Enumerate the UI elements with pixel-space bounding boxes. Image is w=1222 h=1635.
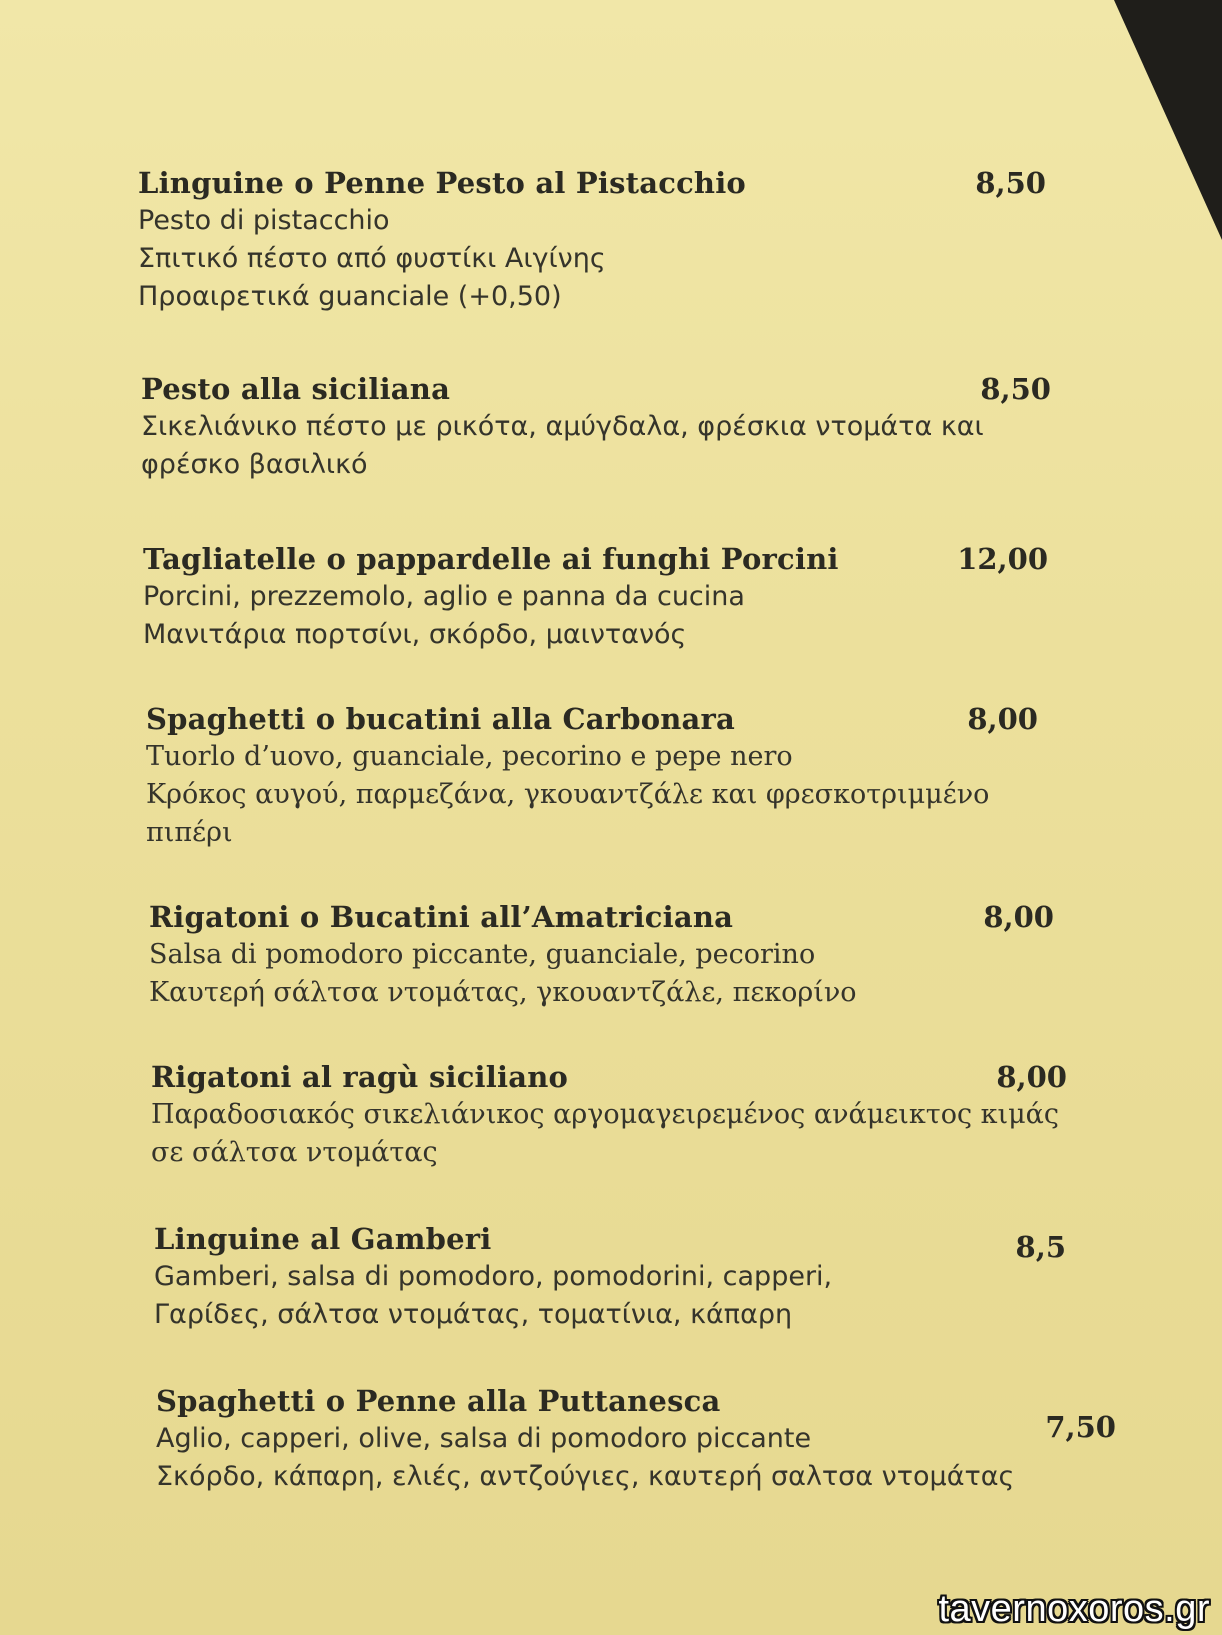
dish-description: Σπιτικό πέστο από φυστίκι Αιγίνης bbox=[138, 243, 606, 274]
dish-price: 8,50 bbox=[980, 372, 1051, 406]
menu-item bbox=[138, 166, 1098, 316]
menu-item bbox=[151, 1060, 1111, 1172]
dish-description: φρέσκο βασιλικό bbox=[141, 449, 368, 480]
dish-description: σε σάλτσα ντομάτας bbox=[151, 1137, 438, 1168]
dish-name: Linguine al Gamberi bbox=[154, 1222, 492, 1256]
dish-description: Gamberi, salsa di pomodoro, pomodorini, capperi, bbox=[154, 1261, 833, 1292]
dish-description: Pesto di pistacchio bbox=[138, 205, 390, 236]
dish-name: Rigatoni o Bucatini all’Amatriciana bbox=[149, 900, 734, 934]
dish-description: Προαιρετικά guanciale (+0,50) bbox=[138, 281, 562, 312]
dish-description: Παραδοσιακός σικελιάνικος αργομαγειρεμένος ανάμεικτος κιμάς bbox=[151, 1099, 1060, 1130]
dish-price: 8,5 bbox=[1015, 1230, 1066, 1264]
menu-item bbox=[156, 1384, 1156, 1496]
menu-item bbox=[149, 900, 1109, 1012]
dish-description: Γαρίδες, σάλτσα ντομάτας, τοματίνια, κάπαρη bbox=[154, 1299, 793, 1330]
dish-description: πιπέρι bbox=[146, 817, 233, 848]
dish-description: Κρόκος αυγού, παρμεζάνα, γκουαντζάλε και φρεσκοτριμμένο bbox=[146, 779, 990, 810]
menu-item bbox=[141, 372, 1101, 484]
dish-price: 7,50 bbox=[1045, 1410, 1116, 1444]
dish-name: Tagliatelle o pappardelle ai funghi Porcini bbox=[143, 542, 839, 576]
dish-price: 8,00 bbox=[983, 900, 1054, 934]
dish-price: 8,50 bbox=[975, 166, 1046, 200]
dish-name: Rigatoni al ragù siciliano bbox=[151, 1060, 569, 1094]
dish-name: Pesto alla siciliana bbox=[141, 372, 451, 406]
dish-description: Salsa di pomodoro piccante, guanciale, pecorino bbox=[149, 939, 816, 970]
dish-description: Aglio, capperi, olive, salsa di pomodoro piccante bbox=[156, 1423, 812, 1454]
dish-description: Σικελιάνικο πέστο με ρικότα, αμύγδαλα, φρέσκια ντομάτα και bbox=[141, 411, 984, 442]
dish-price: 12,00 bbox=[957, 542, 1048, 576]
menu-item bbox=[143, 542, 1103, 654]
dish-description: Μανιτάρια πορτσίνι, σκόρδο, μαιντανός bbox=[143, 619, 687, 650]
dish-price: 8,00 bbox=[996, 1060, 1067, 1094]
dish-description: Porcini, prezzemolo, aglio e panna da cucina bbox=[143, 581, 745, 612]
menu-item bbox=[154, 1222, 1114, 1334]
menu-item bbox=[146, 702, 1106, 852]
dish-name: Linguine o Penne Pesto al Pistacchio bbox=[138, 166, 746, 200]
dish-name: Spaghetti o Penne alla Puttanesca bbox=[156, 1384, 721, 1418]
dish-price: 8,00 bbox=[967, 702, 1038, 736]
dish-description: Tuorlo d’uovo, guanciale, pecorino e pepe nero bbox=[146, 741, 793, 772]
dish-description: Σκόρδο, κάπαρη, ελιές, αντζούγιες, καυτερή σαλτσα ντομάτας bbox=[156, 1461, 1015, 1492]
site-watermark: tavernoxoros.gr bbox=[938, 1588, 1210, 1630]
dish-description: Καυτερή σάλτσα ντομάτας, γκουαντζάλε, πεκορίνο bbox=[149, 977, 857, 1008]
dark-background-corner bbox=[1102, 0, 1222, 240]
dish-name: Spaghetti o bucatini alla Carbonara bbox=[146, 702, 736, 736]
